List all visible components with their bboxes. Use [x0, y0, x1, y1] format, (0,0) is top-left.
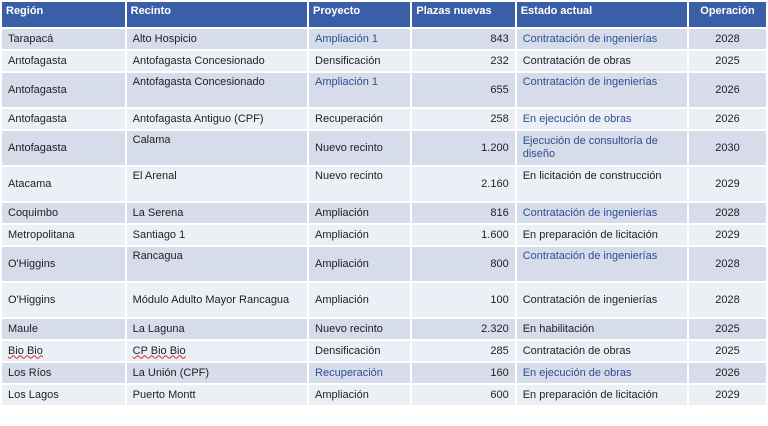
cell-recinto-text: CP Bio Bio [132, 344, 186, 357]
cell-recinto: Alto Hospicio [127, 29, 307, 49]
cell-operacion: 2028 [689, 203, 766, 223]
cell-plazas: 843 [412, 29, 514, 49]
cell-region: Antofagasta [2, 51, 125, 71]
cell-region: Los Ríos [2, 363, 125, 383]
cell-region-text: Bio Bio [8, 344, 43, 357]
cell-plazas: 258 [412, 109, 514, 129]
table-row [2, 131, 766, 165]
header-recinto: Recinto [127, 2, 307, 27]
cell-region: Antofagasta [2, 131, 125, 165]
cell-recinto: Antofagasta Concesionado [127, 51, 307, 71]
table-row [2, 247, 766, 281]
cell-region: Tarapacá [2, 29, 125, 49]
table-row [2, 109, 766, 129]
cell-estado: En ejecución de obras [517, 363, 687, 383]
cell-region: Antofagasta [2, 73, 125, 107]
table-row [2, 29, 766, 49]
cell-plazas: 100 [412, 283, 514, 317]
cell-region: Los Lagos [2, 385, 125, 405]
cell-operacion: 2025 [689, 341, 766, 361]
cell-recinto [127, 341, 307, 361]
cell-recinto: La Serena [127, 203, 307, 223]
table-body [2, 29, 766, 405]
cell-estado: En preparación de licitación [517, 385, 687, 405]
cell-recinto: El Arenal [127, 167, 307, 201]
cell-operacion: 2028 [689, 283, 766, 317]
cell-region: O'Higgins [2, 247, 125, 281]
header-plazas: Plazas nuevas [412, 2, 514, 27]
cell-recinto: Antofagasta Antiguo (CPF) [127, 109, 307, 129]
cell-proyecto: Densificación [309, 341, 410, 361]
cell-recinto: Santiago 1 [127, 225, 307, 245]
cell-estado: Contratación de ingenierías [517, 29, 687, 49]
header-estado: Estado actual [517, 2, 687, 27]
table-row [2, 203, 766, 223]
cell-plazas: 600 [412, 385, 514, 405]
header-operacion: Operación [689, 2, 766, 27]
cell-operacion: 2026 [689, 363, 766, 383]
cell-plazas: 160 [412, 363, 514, 383]
table-row [2, 225, 766, 245]
cell-plazas: 655 [412, 73, 514, 107]
header-proyecto: Proyecto [309, 2, 410, 27]
cell-operacion: 2029 [689, 225, 766, 245]
table-row [2, 51, 766, 71]
cell-operacion: 2029 [689, 167, 766, 201]
cell-operacion: 2028 [689, 29, 766, 49]
cell-recinto: Antofagasta Concesionado [127, 73, 307, 107]
cell-operacion: 2025 [689, 319, 766, 339]
cell-recinto: La Unión (CPF) [127, 363, 307, 383]
cell-operacion: 2026 [689, 73, 766, 107]
cell-estado: En habilitación [517, 319, 687, 339]
header-region: Región [2, 2, 125, 27]
cell-proyecto: Ampliación [309, 385, 410, 405]
cell-estado: Contratación de ingenierías [517, 203, 687, 223]
table-row [2, 73, 766, 107]
cell-region: Antofagasta [2, 109, 125, 129]
cell-plazas: 2.160 [412, 167, 514, 201]
cell-proyecto: Ampliación 1 [309, 29, 410, 49]
cell-plazas: 2.320 [412, 319, 514, 339]
cell-estado: Contratación de obras [517, 51, 687, 71]
cell-plazas: 285 [412, 341, 514, 361]
cell-estado: En licitación de construcción [517, 167, 687, 201]
cell-operacion: 2029 [689, 385, 766, 405]
cell-proyecto: Ampliación 1 [309, 73, 410, 107]
cell-estado: En preparación de licitación [517, 225, 687, 245]
cell-proyecto: Ampliación [309, 283, 410, 317]
cell-plazas: 232 [412, 51, 514, 71]
cell-region: Metropolitana [2, 225, 125, 245]
cell-estado: En ejecución de obras [517, 109, 687, 129]
cell-region: Maule [2, 319, 125, 339]
cell-region: O'Higgins [2, 283, 125, 317]
cell-plazas: 1.600 [412, 225, 514, 245]
cell-operacion: 2025 [689, 51, 766, 71]
cell-proyecto: Densificación [309, 51, 410, 71]
cell-estado: Contratación de ingenierías [517, 283, 687, 317]
table-row [2, 385, 766, 405]
cell-operacion: 2028 [689, 247, 766, 281]
cell-region: Atacama [2, 167, 125, 201]
cell-plazas: 1.200 [412, 131, 514, 165]
cell-plazas: 800 [412, 247, 514, 281]
cell-proyecto: Nuevo recinto [309, 131, 410, 165]
table-row [2, 319, 766, 339]
cell-region: Coquimbo [2, 203, 125, 223]
cell-estado: Ejecución de consultoría de diseño [517, 131, 687, 165]
table-row [2, 341, 766, 361]
cell-proyecto: Ampliación [309, 203, 410, 223]
table-row [2, 167, 766, 201]
cell-operacion: 2026 [689, 109, 766, 129]
cell-proyecto: Ampliación [309, 225, 410, 245]
cell-estado: Contratación de ingenierías [517, 73, 687, 107]
cell-proyecto: Nuevo recinto [309, 319, 410, 339]
cell-recinto: Rancagua [127, 247, 307, 281]
cell-recinto: Módulo Adulto Mayor Rancagua [127, 283, 307, 317]
cell-recinto: La Laguna [127, 319, 307, 339]
cell-proyecto: Recuperación [309, 363, 410, 383]
cell-recinto: Puerto Montt [127, 385, 307, 405]
cell-recinto: Calama [127, 131, 307, 165]
cell-region [2, 341, 125, 361]
cell-estado: Contratación de ingenierías [517, 247, 687, 281]
cell-operacion: 2030 [689, 131, 766, 165]
cell-proyecto: Nuevo recinto [309, 167, 410, 201]
cell-proyecto: Recuperación [309, 109, 410, 129]
cell-plazas: 816 [412, 203, 514, 223]
cell-estado: Contratación de obras [517, 341, 687, 361]
cell-proyecto: Ampliación [309, 247, 410, 281]
table-row [2, 363, 766, 383]
table-header [2, 2, 766, 27]
table-row [2, 283, 766, 317]
header-row [2, 2, 766, 27]
